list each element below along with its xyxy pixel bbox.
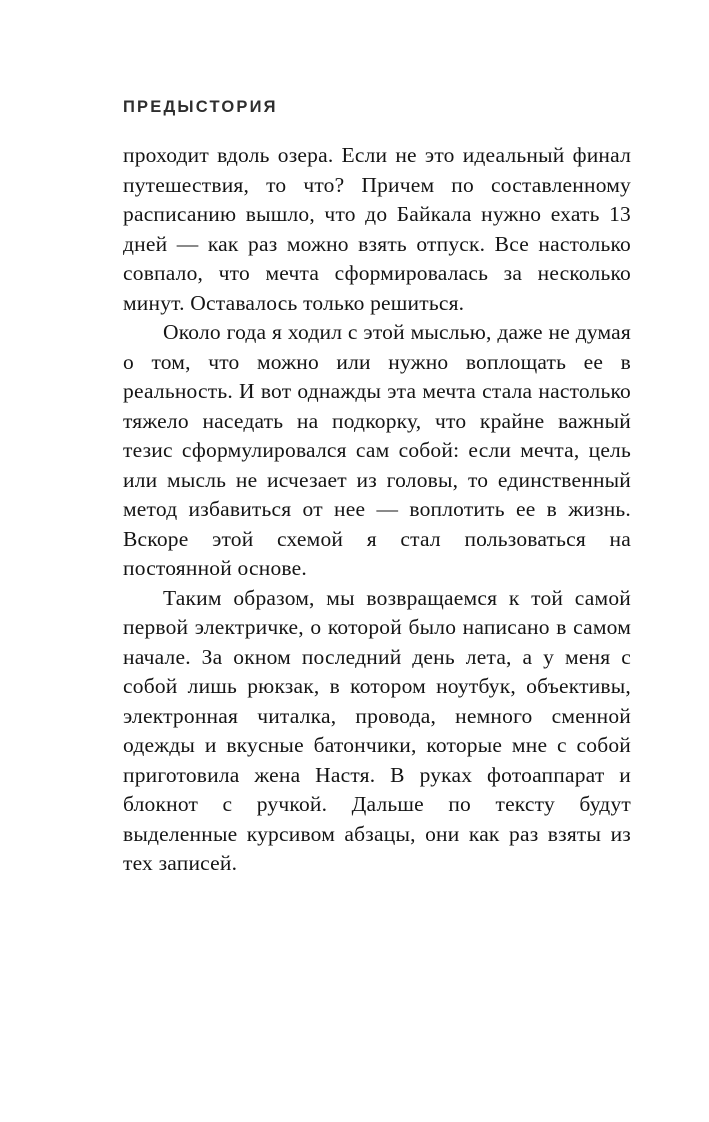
chapter-heading: ПРЕДЫСТОРИЯ <box>123 98 278 116</box>
text-block <box>123 98 631 879</box>
paragraph: Таким образом, мы возвращаемся к той самой первой электричке, о которой было написано в самом начале. За окном последний день лета, а у меня с собой лишь рюкзак, в котором ноутбук, объективы, электронная читалка, провода, немного сменной одежды и вкусные батончики, которые мне с собой приготовила жена Настя. В руках фотоаппарат и блокнот с ручкой. Дальше по тексту будут выделенные курсивом абзацы, они как раз взяты из тех записей. <box>123 585 631 875</box>
body-text <box>123 141 631 879</box>
paragraph: Около года я ходил с этой мыслью, даже не думая о том, что можно или нужно воплощать ее в реальность. И вот однажды эта мечта стала настолько тяжело наседать на подкорку, что крайне важный тезис сформулировался сам собой: если мечта, цель или мысль не исчезает из головы, то единственный метод избавиться от нее — воплотить ее в жизнь. Вскоре этой схемой я стал пользоваться на постоянной основе. <box>123 320 631 580</box>
paragraph: проходит вдоль озера. Если не это идеальный финал путешествия, то что? Причем по составленному расписанию вышло, что до Байкала нужно ехать 13 дней — как раз можно взять отпуск. Все настолько совпало, что мечта сформировалась за несколько минут. Оставалось только решиться. <box>123 143 631 315</box>
